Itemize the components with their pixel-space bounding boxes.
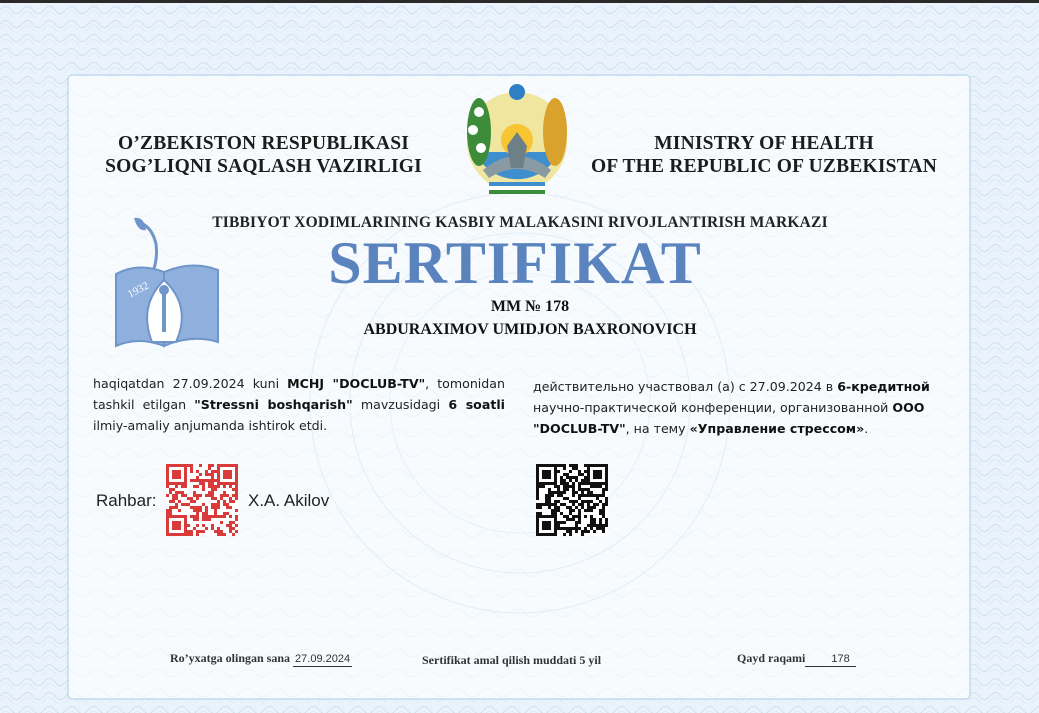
ru-text-3: , на тему bbox=[625, 421, 690, 436]
uz-organizer: MCHJ "DOCLUB-TV" bbox=[287, 376, 426, 391]
ministry-en-line1: MINISTRY OF HEALTH bbox=[654, 133, 874, 154]
logo-year: 1932 bbox=[125, 279, 151, 301]
uz-text-4: ilmiy-amaliy anjumanda ishtirok etdi. bbox=[93, 418, 328, 433]
state-emblem-icon bbox=[455, 82, 579, 200]
certificate-title: SERTIFIKAT bbox=[328, 230, 702, 296]
uz-text-2: , tomonidan tashkil etilgan bbox=[93, 376, 505, 412]
uz-text-3: mavzusidagi bbox=[352, 397, 449, 412]
center-name: TIBBIYOT XODIMLARINING KASBIY MALAKASINI RIVOJLANTIRISH MARKAZI bbox=[212, 214, 828, 231]
holder-name: ABDURAXIMOV UMIDJON BAXRONOVICH bbox=[363, 321, 697, 338]
ministry-en-line2: OF THE REPUBLIC OF UZBEKISTAN bbox=[590, 156, 938, 177]
uz-topic: "Stressni boshqarish" bbox=[194, 397, 353, 412]
ministry-uz-line2: SOG’LIQNI SAQLASH VAZIRLIGI bbox=[105, 156, 422, 177]
ru-text-2: научно-практической конференции, организованной bbox=[533, 400, 893, 415]
ru-organizer: ООО "DOCLUB-TV" bbox=[533, 400, 925, 436]
qr-code-red-icon bbox=[166, 464, 238, 536]
institute-logo-icon bbox=[108, 214, 226, 356]
reg-no-value: 178 bbox=[805, 653, 855, 667]
certificate-number: MM № 178 bbox=[490, 298, 570, 315]
ru-credits: 6-кредитной bbox=[837, 379, 930, 394]
uz-hours: 6 soatli bbox=[448, 397, 505, 412]
ru-text-4: . bbox=[864, 421, 869, 436]
reg-no-label: Qayd raqami bbox=[737, 651, 806, 665]
body-text-ru bbox=[533, 376, 945, 439]
registration-date bbox=[170, 651, 352, 667]
ministry-uz-line1: O’ZBEKISTON RESPUBLIKASI bbox=[117, 133, 410, 154]
ru-text-1: действительно участвовал (а) с 27.09.2024 в bbox=[533, 379, 838, 394]
uz-text-1: haqiqatdan 27.09.2024 kuni bbox=[93, 376, 288, 391]
director-name: X.A. Akilov bbox=[248, 491, 330, 510]
body-text-uz bbox=[93, 373, 505, 436]
reg-date-label: Ro’yxatga olingan sana bbox=[170, 651, 291, 665]
reg-date-value: 27.09.2024 bbox=[295, 653, 351, 665]
validity-period: Sertifikat amal qilish muddati 5 yil bbox=[422, 653, 602, 667]
ru-topic: «Управление стрессом» bbox=[689, 421, 865, 436]
director-label: Rahbar: bbox=[96, 491, 157, 510]
qr-code-black-icon bbox=[536, 464, 608, 536]
registration-number bbox=[737, 651, 856, 667]
ministry-name-en bbox=[586, 132, 942, 178]
ministry-name-uz bbox=[96, 132, 431, 178]
